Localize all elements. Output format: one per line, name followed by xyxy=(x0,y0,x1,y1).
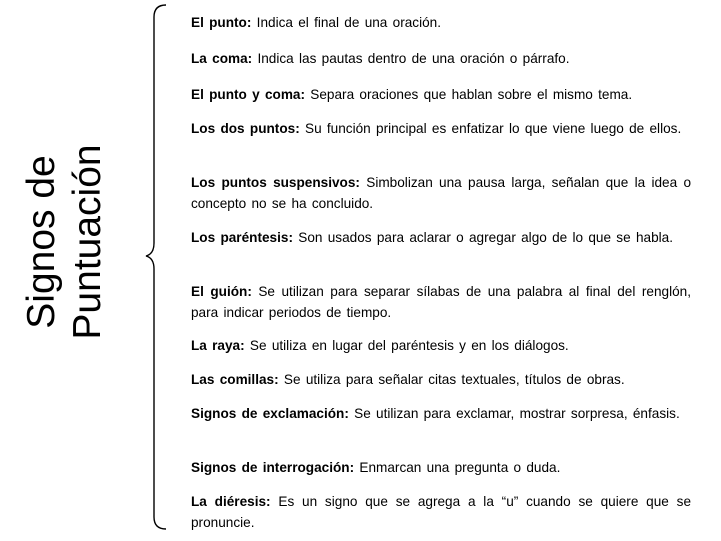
item-term: El punto y coma: xyxy=(191,87,306,102)
item-term: La diéresis: xyxy=(191,494,271,509)
item-description: Se utiliza para señalar citas textuales, títulos de obras. xyxy=(283,372,625,387)
curly-brace xyxy=(140,0,180,541)
list-item-signos-de-interrogacion xyxy=(191,457,691,478)
item-term: La coma: xyxy=(191,51,253,66)
item-description: Indica las pautas dentro de una oración o párrafo. xyxy=(257,51,570,66)
item-term: Signos de interrogación: xyxy=(191,460,355,475)
item-description: Simbolizan una pausa larga, señalan que la idea o concepto no se ha concluido. xyxy=(191,175,692,211)
item-description: Se utilizan para exclamar, mostrar sorpresa, énfasis. xyxy=(354,406,680,421)
item-description: Se utiliza en lugar del paréntesis y en los diálogos. xyxy=(249,338,569,353)
list-item-la-coma xyxy=(191,48,691,69)
item-description: Se utilizan para separar sílabas de una palabra al final del renglón, para indicar periodos de tiempo. xyxy=(191,284,692,320)
item-description: Enmarcan una pregunta o duda. xyxy=(359,460,561,475)
item-term: El punto: xyxy=(191,15,252,30)
item-term: Signos de exclamación: xyxy=(191,406,349,421)
item-term: La raya: xyxy=(191,338,245,353)
list-item-los-parentesis xyxy=(191,227,691,248)
list-item-el-guion xyxy=(191,281,691,323)
vertical-title xyxy=(0,0,130,541)
item-term: Los paréntesis: xyxy=(191,230,293,245)
item-description: Indica el final de una oración. xyxy=(256,15,442,30)
title-text xyxy=(19,144,111,339)
item-term: Los puntos suspensivos: xyxy=(191,175,360,190)
list-item-los-puntos-suspensivos xyxy=(191,172,691,214)
item-description: Separa oraciones que hablan sobre el mismo tema. xyxy=(310,87,633,102)
item-term: Los dos puntos: xyxy=(191,121,300,136)
list-item-las-comillas xyxy=(191,369,691,390)
item-description: Su función principal es enfatizar lo que viene luego de ellos. xyxy=(305,121,682,136)
list-item-la-raya xyxy=(191,335,691,356)
title-line-2: Puntuación xyxy=(66,144,109,340)
list-item-la-dieresis xyxy=(191,491,691,533)
list-item-los-dos-puntos xyxy=(191,118,691,139)
list-item-el-punto xyxy=(191,12,691,33)
item-description: Es un signo que se agrega a la “u” cuando se quiere que se pronuncie. xyxy=(191,494,692,530)
item-description: Son usados para aclarar o agregar algo de lo que se habla. xyxy=(298,230,673,245)
title-line-1: Signos de xyxy=(20,155,63,329)
item-term: El guión: xyxy=(191,284,252,299)
list-item-signos-de-exclamacion xyxy=(191,403,691,424)
list-item-el-punto-y-coma xyxy=(191,84,691,105)
item-term: Las comillas: xyxy=(191,372,279,387)
